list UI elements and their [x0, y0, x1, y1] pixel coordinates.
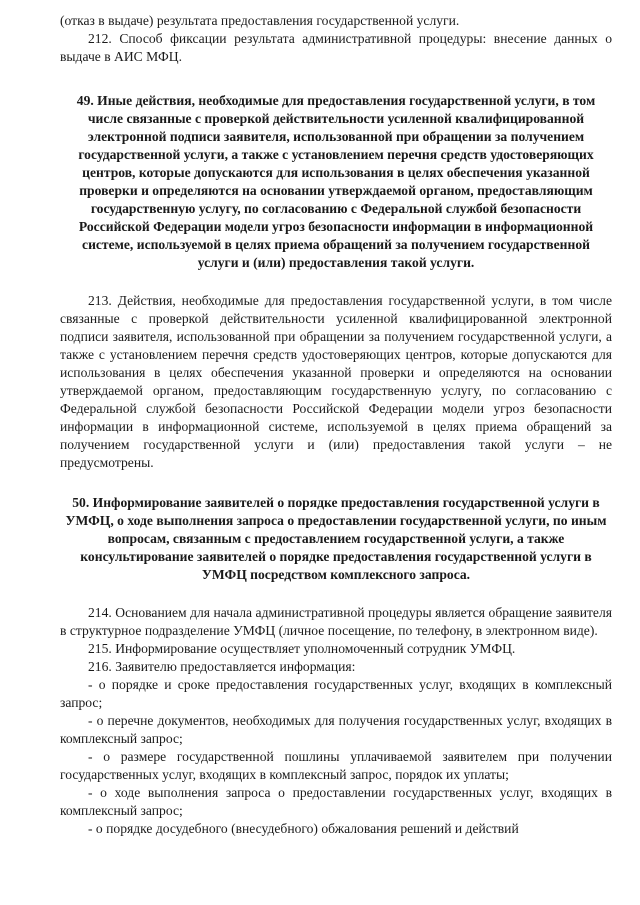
list-item: - о порядке и сроке предоставления государственных услуг, входящих в комплексный запрос;	[60, 677, 612, 710]
section-heading-50: 50. Информирование заявителей о порядке предоставления государственной услуги в УМФЦ, о ходе выполнения запроса о предоставлении государственной услуги, по иным вопросам, связанным с предоставлением государственной услуги, а также консультирование заявителей о порядке предоставления государственной услуги в УМФЦ посредством комплексного запроса.	[65, 495, 607, 582]
paragraph-212: 212. Способ фиксации результата административной процедуры: внесение данных о выдаче в АИС МФЦ.	[60, 31, 612, 64]
paragraph-214: 214. Основанием для начала административной процедуры является обращение заявителя в структурное подразделение УМФЦ (личное посещение, по телефону, в электронном виде).	[60, 605, 612, 638]
list-item: - о порядке досудебного (внесудебного) обжалования решений и действий	[88, 821, 519, 836]
section-heading-49: 49. Иные действия, необходимые для предоставления государственной услуги, в том числе связанные с проверкой действительности усиленной квалифицированной электронной подписи заявителя, использованной при обращении за получением государственной услуги, а также с установлением перечня средств удостоверяющих центров, которые допускаются для использования в целях обеспечения указанной проверки и определяются на основании утверждаемой органом, предоставляющим государственную услугу, по согласованию с Федеральной службой безопасности Российской Федерации модели угроз безопасности информации в информационной системе, используемой в целях приема обращений за получением государственной услуги и (или) предоставления такой услуги.	[76, 93, 596, 270]
paragraph-continuation: (отказ в выдаче) результата предоставления государственной услуги.	[60, 13, 460, 28]
paragraph-215: 215. Информирование осуществляет уполномоченный сотрудник УМФЦ.	[88, 641, 516, 656]
list-item: - о ходе выполнения запроса о предоставлении государственных услуг, входящих в комплексный запрос;	[60, 785, 612, 818]
list-item: - о размере государственной пошлины уплачиваемой заявителем при получении государственных услуг, входящих в комплексный запрос, порядок их уплаты;	[60, 749, 612, 782]
paragraph-216: 216. Заявителю предоставляется информация:	[88, 659, 356, 674]
paragraph-213: 213. Действия, необходимые для предоставления государственной услуги, в том числе связанные с проверкой действительности усиленной квалифицированной электронной подписи заявителя, использованной при обращении за получением государственной услуги, а также с установлением перечня средств удостоверяющих центров, которые допускаются для использования в целях обеспечения указанной проверки и определяются на основании утверждаемой органом, предоставляющим государственную услугу, по согласованию с Федеральной службой безопасности Российской Федерации модели угроз безопасности информации в информационной системе, используемой в целях приема обращений за получением государственной услуги и (или) предоставления такой услуги – не предусмотрены.	[60, 293, 612, 470]
list-item: - о перечне документов, необходимых для получения государственных услуг, входящих в комплексный запрос;	[60, 713, 612, 746]
